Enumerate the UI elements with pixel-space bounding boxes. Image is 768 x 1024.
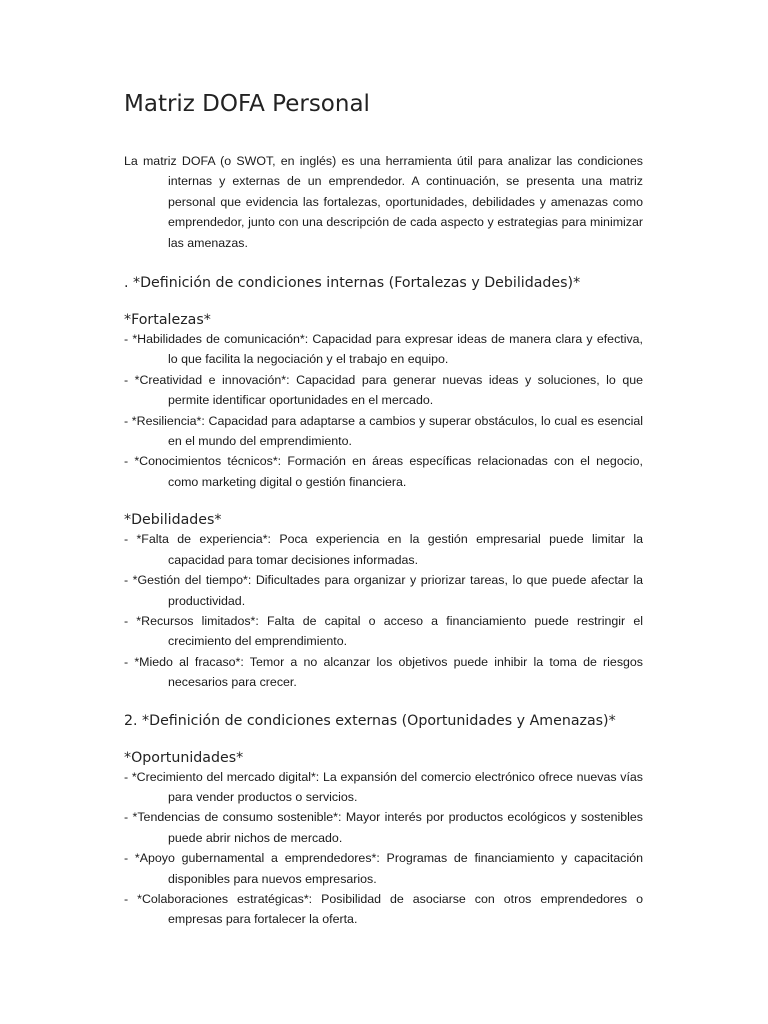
section1-heading: . *Definición de condiciones internas (Fortalezas y Debilidades)* bbox=[124, 275, 581, 292]
debilidades-list bbox=[124, 529, 643, 692]
list-item: - *Creatividad e innovación*: Capacidad para generar nuevas ideas y soluciones, lo que permite identificar oportunidades en el mercado. bbox=[124, 372, 643, 408]
section2-heading: 2. *Definición de condiciones externas (Oportunidades y Amenazas)* bbox=[124, 712, 616, 729]
list-item: - *Tendencias de consumo sostenible*: Mayor interés por productos ecológicos y sostenibles puede abrir nichos de mercado. bbox=[124, 810, 643, 845]
list-item: - *Habilidades de comunicación*: Capacidad para expresar ideas de manera clara y efectiva, lo que facilita la negociación y el trabajo en equipo. bbox=[124, 332, 643, 367]
list-item: - *Falta de experiencia*: Poca experiencia en la gestión empresarial puede limitar la capacidad para tomar decisiones informadas. bbox=[124, 532, 643, 567]
document-title: Matriz DOFA Personal bbox=[124, 91, 370, 117]
list-item: - *Resiliencia*: Capacidad para adaptarse a cambios y superar obstáculos, lo cual es esencial en el mundo del emprendimiento. bbox=[124, 413, 643, 449]
fortalezas-heading: *Fortalezas* bbox=[124, 312, 211, 329]
oportunidades-heading: *Oportunidades* bbox=[124, 749, 244, 766]
intro-paragraph: La matriz DOFA (o SWOT, en inglés) es una herramienta útil para analizar las condiciones internas y externas de un emprendedor. A continuación, se presenta una matriz personal que evidencia las fortalezas, oportunidades, debilidades y amenazas como emprendedor, junto con una descripción de cada aspecto y estrategias para minimizar las amenazas. bbox=[124, 154, 643, 250]
debilidades-heading: *Debilidades* bbox=[124, 512, 222, 529]
list-item: - *Recursos limitados*: Falta de capital o acceso a financiamiento puede restringir el crecimiento del emprendimiento. bbox=[124, 613, 643, 649]
list-item: - *Gestión del tiempo*: Dificultades para organizar y priorizar tareas, lo que puede afectar la productividad. bbox=[124, 573, 643, 608]
list-item: - *Crecimiento del mercado digital*: La expansión del comercio electrónico ofrece nuevas vías para vender productos o servicios. bbox=[124, 769, 643, 804]
list-item: - *Conocimientos técnicos*: Formación en áreas específicas relacionadas con el negocio, como marketing digital o gestión financiera. bbox=[124, 454, 643, 489]
list-item: - *Colaboraciones estratégicas*: Posibilidad de asociarse con otros emprendedores o empresas para fortalecer la oferta. bbox=[124, 891, 643, 927]
list-item: - *Apoyo gubernamental a emprendedores*: Programas de financiamiento y capacitación disponibles para nuevos empresarios. bbox=[124, 851, 643, 886]
fortalezas-list bbox=[124, 329, 643, 492]
oportunidades-list bbox=[124, 767, 643, 930]
list-item: - *Miedo al fracaso*: Temor a no alcanzar los objetivos puede inhibir la toma de riesgos necesarios para crecer. bbox=[124, 654, 643, 690]
